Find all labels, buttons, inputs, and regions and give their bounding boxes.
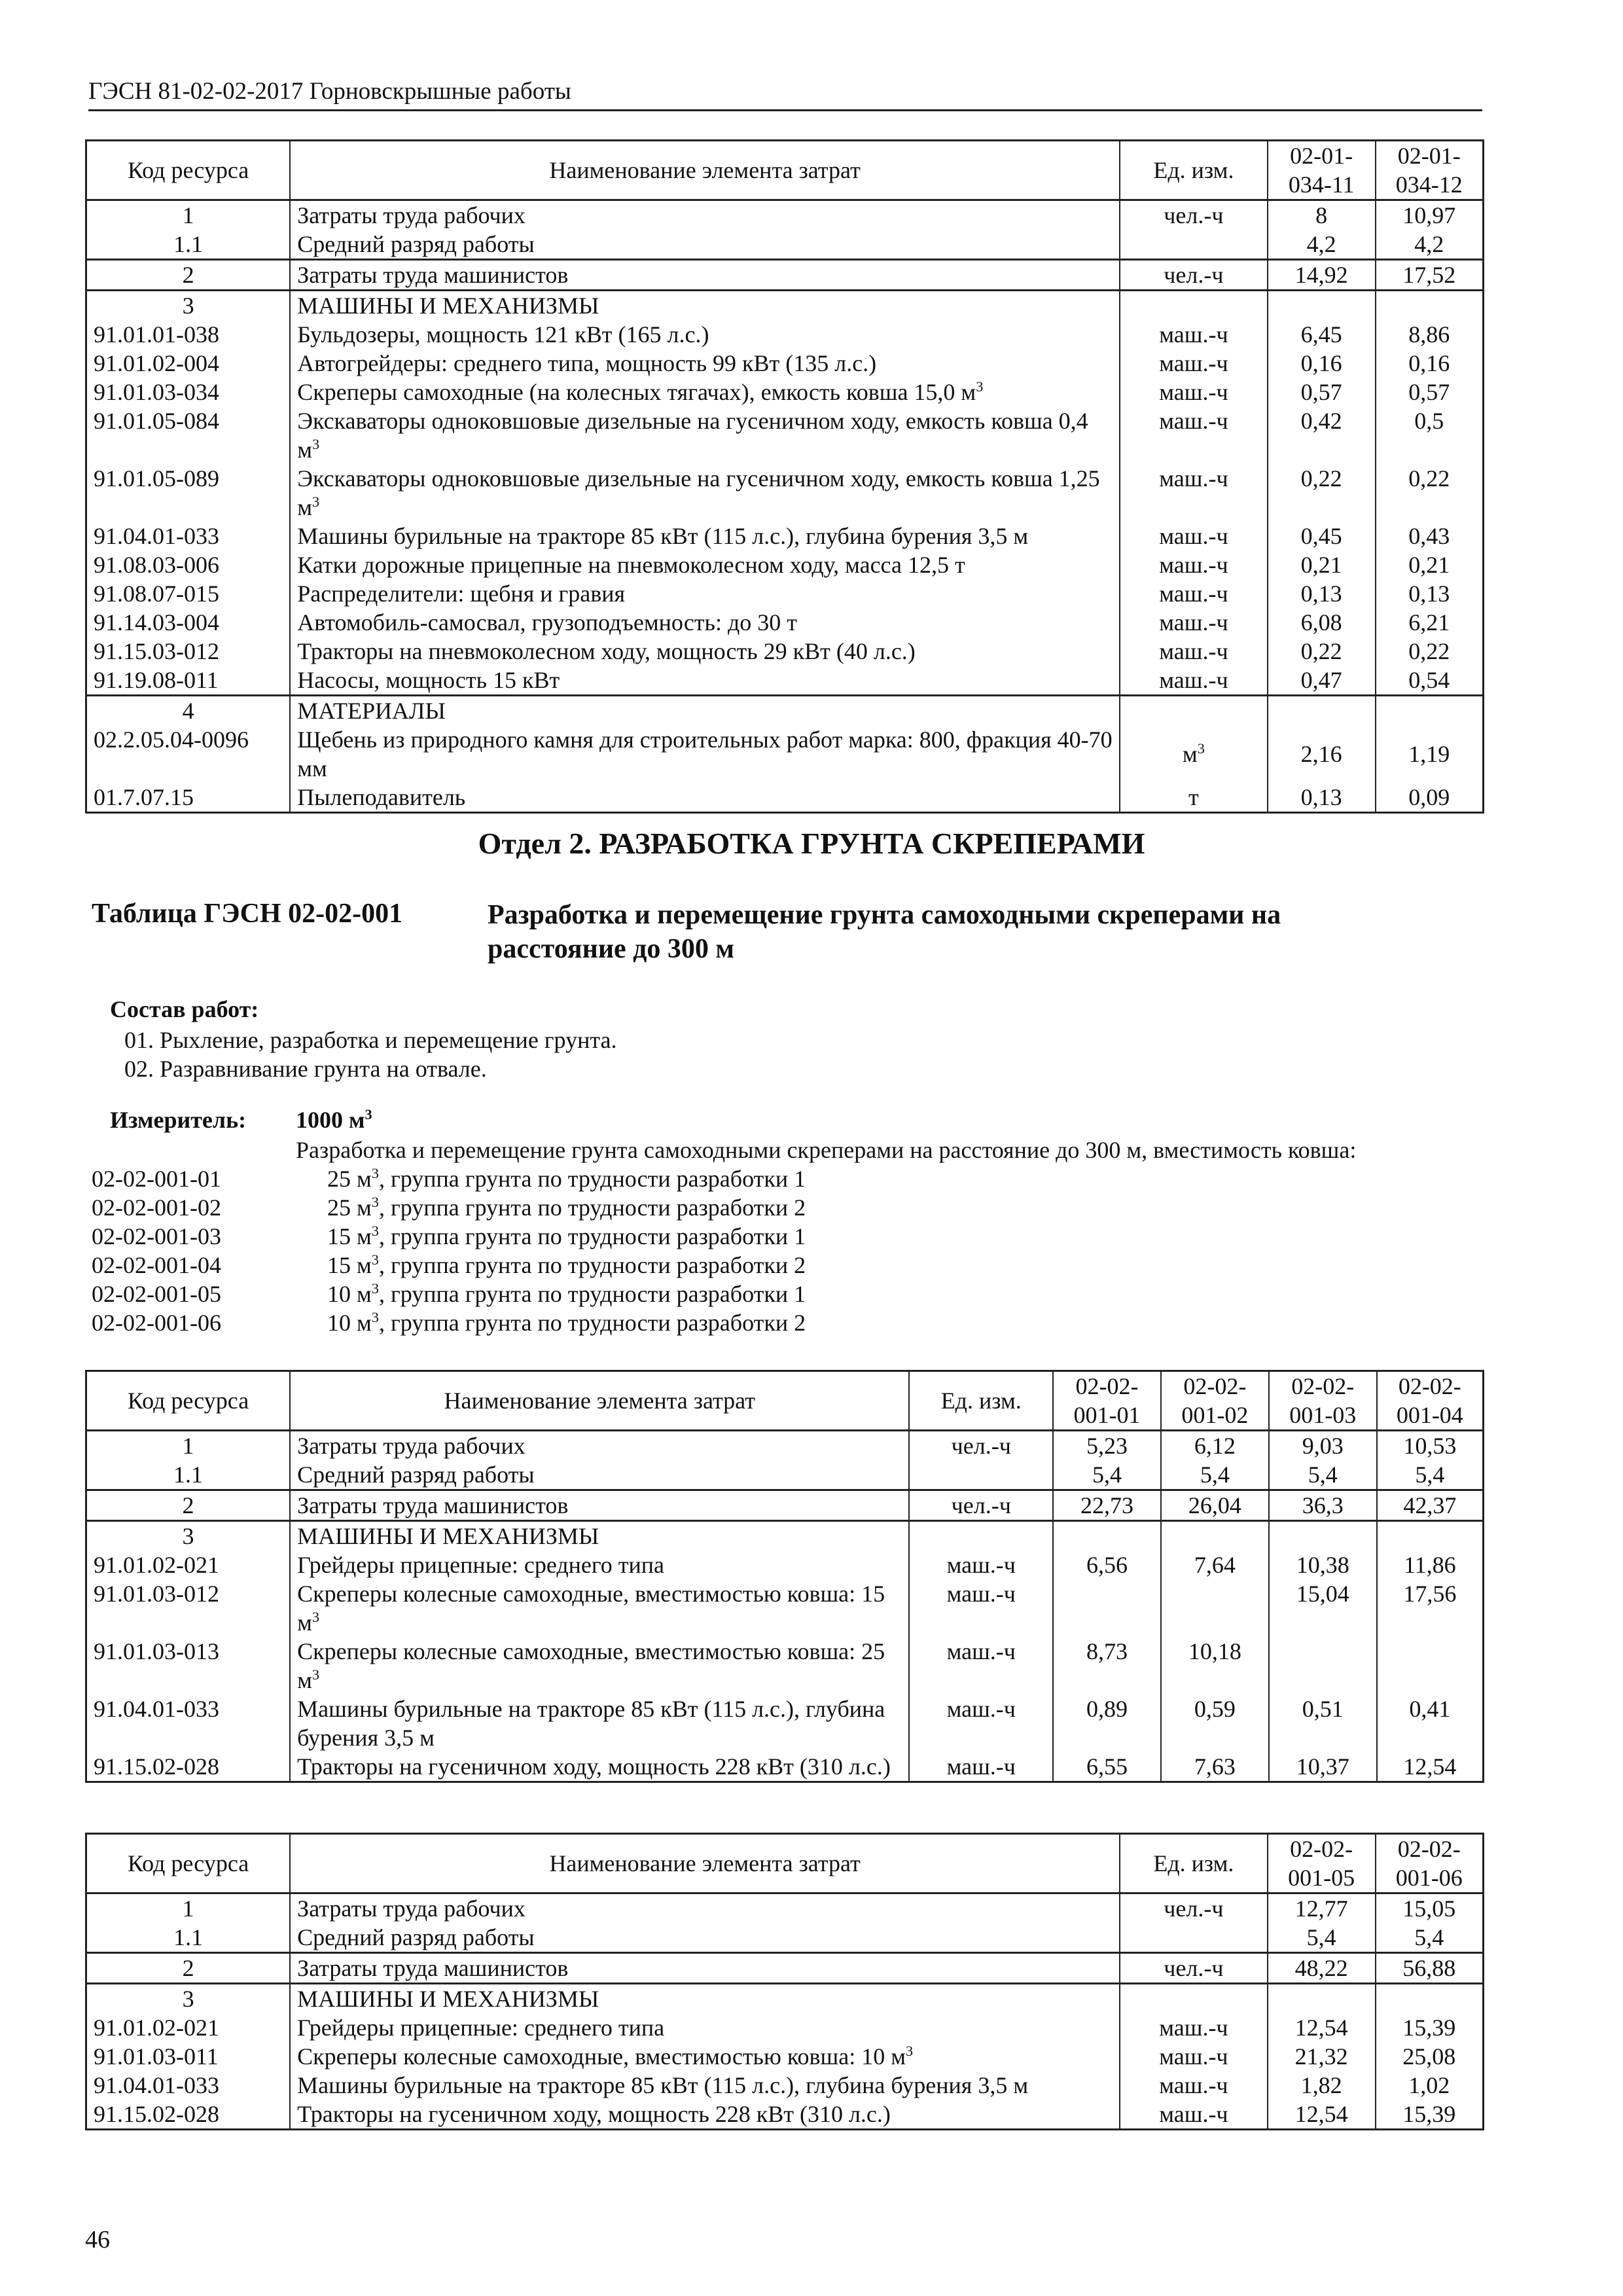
table-row <box>86 725 1484 783</box>
resource-code: 3 <box>86 1984 291 2014</box>
value-cell <box>1268 1984 1376 2014</box>
value-cell: 15,05 <box>1376 1893 1484 1924</box>
table-row <box>86 260 1484 291</box>
value-cell: 6,21 <box>1376 608 1484 637</box>
resource-code: 91.01.05-084 <box>86 406 291 464</box>
value-cell: 0,54 <box>1376 666 1484 696</box>
resource-code: 1.1 <box>86 1923 291 1953</box>
column-header-code: 02-02- 001-03 <box>1269 1371 1377 1431</box>
variant-code: 02-02-001-04 <box>92 1252 221 1278</box>
unit: чел.-ч <box>909 1490 1053 1521</box>
value-cell <box>1376 696 1484 726</box>
column-header: Код ресурса <box>86 1834 291 1893</box>
value-cell: 0,22 <box>1376 637 1484 666</box>
value-cell: 6,55 <box>1053 1752 1161 1782</box>
variant-description: 15 $м^3$, группа грунта по трудности разработки 2 <box>327 1251 806 1278</box>
table-row <box>86 1551 1484 1579</box>
running-header: ГЭСН 81-02-02-2017 Горновскрышные работы <box>88 77 1482 111</box>
resource-code: 91.01.02-021 <box>86 2013 291 2042</box>
value-cell: 1,19 <box>1376 725 1484 783</box>
resource-code: 91.01.03-012 <box>86 1579 291 1637</box>
value-cell <box>1053 1579 1161 1637</box>
work-item: 01. Рыхление, разработка и перемещение грунта. <box>124 1027 617 1053</box>
unit: чел.-ч <box>1120 1953 1268 1984</box>
resource-name: Тракторы на гусеничном ходу, мощность 228 кВт (310 л.с.) <box>290 2100 1120 2130</box>
value-cell: 7,64 <box>1161 1551 1269 1579</box>
value-cell: 0,57 <box>1268 378 1376 406</box>
unit: маш.-ч <box>1120 550 1268 579</box>
value-cell: 1,02 <box>1376 2071 1484 2100</box>
resource-code: 4 <box>86 696 291 726</box>
value-cell <box>1377 1521 1484 1551</box>
meter-value-text: 1000 $м^3$ <box>296 1106 372 1133</box>
resource-code: 3 <box>86 1521 291 1551</box>
value-cell <box>1376 291 1484 321</box>
meter-value <box>296 1106 372 1134</box>
resource-name: Затраты труда рабочих <box>290 1431 909 1461</box>
value-cell: 21,32 <box>1268 2042 1376 2071</box>
page-number: 46 <box>85 2226 110 2253</box>
work-item: 02. Разравнивание грунта на отвале. <box>124 1056 487 1082</box>
value-cell: 56,88 <box>1376 1953 1484 1984</box>
unit: маш.-ч <box>1120 608 1268 637</box>
column-header-code: 02-02- 001-05 <box>1268 1834 1376 1893</box>
resource-code: 91.01.03-013 <box>86 1637 291 1695</box>
column-header-code: 02-01- 034-12 <box>1376 141 1484 200</box>
unit: чел.-ч <box>909 1431 1053 1461</box>
resource-code: 91.01.01-038 <box>86 320 291 349</box>
table-row <box>86 2100 1484 2130</box>
resource-name: Щебень из природного камня для строительных работ марка: 800, фракция 40-70 мм <box>290 725 1120 783</box>
resource-name: Тракторы на гусеничном ходу, мощность 228 кВт (310 л.с.) <box>290 1752 909 1782</box>
value-cell: 0,47 <box>1268 666 1376 696</box>
table-row <box>86 2071 1484 2100</box>
value-cell: 5,4 <box>1268 1923 1376 1953</box>
value-cell: 6,12 <box>1161 1431 1269 1461</box>
value-cell: 10,97 <box>1376 200 1484 230</box>
value-cell: 12,54 <box>1377 1752 1484 1782</box>
table-row <box>86 349 1484 378</box>
resource-name: Затраты труда машинистов <box>290 1490 909 1521</box>
resource-code: 91.01.03-011 <box>86 2042 291 2071</box>
value-cell: 26,04 <box>1161 1490 1269 1521</box>
column-header: Наименование элемента затрат <box>290 1371 909 1431</box>
unit: чел.-ч <box>1120 200 1268 230</box>
unit: маш.-ч <box>1120 2100 1268 2130</box>
resource-code: 3 <box>86 291 291 321</box>
value-cell: 5,4 <box>1269 1460 1377 1490</box>
value-cell: 0,42 <box>1268 406 1376 464</box>
resource-name: Грейдеры прицепные: среднего типа <box>290 1551 909 1579</box>
column-header-code: 02-02- 001-06 <box>1376 1834 1484 1893</box>
table-row <box>86 783 1484 813</box>
unit <box>1120 230 1268 260</box>
table-row <box>86 1521 1484 1551</box>
variant-description: 25 $м^3$, группа грунта по трудности разработки 1 <box>327 1165 806 1192</box>
value-cell: 0,22 <box>1268 637 1376 666</box>
table-header-row <box>86 141 1484 200</box>
meter-description: Разработка и перемещение грунта самоходными скреперами на расстояние до 300 м, вместимость ковша: <box>296 1137 1357 1163</box>
column-header: Ед. изм. <box>1120 141 1268 200</box>
column-header: Ед. изм. <box>909 1371 1053 1431</box>
table-row <box>86 1953 1484 1984</box>
resource-name: Затраты труда рабочих <box>290 1893 1120 1924</box>
column-header-code: 02-01- 034-11 <box>1268 141 1376 200</box>
resource-name: МАШИНЫ И МЕХАНИЗМЫ <box>290 1984 1120 2014</box>
value-cell: 0,16 <box>1376 349 1484 378</box>
resource-name: МАШИНЫ И МЕХАНИЗМЫ <box>290 1521 909 1551</box>
resource-code: 91.15.03-012 <box>86 637 291 666</box>
resource-name: Затраты труда машинистов <box>290 260 1120 291</box>
resource-name: Распределители: щебня и гравия <box>290 579 1120 608</box>
gesn-table-title: Разработка и перемещение грунта самоходными скреперами на расстояние до 300 м <box>488 900 1281 964</box>
value-cell: 1,82 <box>1268 2071 1376 2100</box>
resource-code: 91.01.02-021 <box>86 1551 291 1579</box>
value-cell <box>1269 1637 1377 1695</box>
unit: маш.-ч <box>1120 349 1268 378</box>
table-row <box>86 291 1484 321</box>
unit: т <box>1120 783 1268 813</box>
table-row <box>86 522 1484 550</box>
resource-code: 1.1 <box>86 1460 291 1490</box>
value-cell: 6,08 <box>1268 608 1376 637</box>
resource-name: Средний разряд работы <box>290 1460 909 1490</box>
resource-name: Экскаваторы одноковшовые дизельные на гусеничном ходу, емкость ковша 1,25 $м^3$ <box>290 464 1120 522</box>
value-cell: 5,4 <box>1053 1460 1161 1490</box>
value-cell: 42,37 <box>1377 1490 1484 1521</box>
table-row <box>86 2013 1484 2042</box>
table-row <box>86 1923 1484 1953</box>
resource-table-034 <box>85 139 1484 814</box>
value-cell: 15,39 <box>1376 2013 1484 2042</box>
unit <box>909 1460 1053 1490</box>
table-row <box>86 320 1484 349</box>
unit <box>909 1521 1053 1551</box>
resource-code: 1 <box>86 1431 291 1461</box>
value-cell: 12,54 <box>1268 2100 1376 2130</box>
value-cell: 5,4 <box>1161 1460 1269 1490</box>
resource-code: 2 <box>86 1490 291 1521</box>
value-cell: 5,4 <box>1377 1460 1484 1490</box>
variant-description: 25 $м^3$, группа грунта по трудности разработки 2 <box>327 1194 806 1221</box>
resource-code: 91.01.05-089 <box>86 464 291 522</box>
unit <box>1120 1984 1268 2014</box>
column-header-code: 02-02- 001-02 <box>1161 1371 1269 1431</box>
resource-code: 91.04.01-033 <box>86 522 291 550</box>
resource-name: Автогрейдеры: среднего типа, мощность 99 кВт (135 л.с.) <box>290 349 1120 378</box>
resource-name: Скреперы колесные самоходные, вместимостью ковша: 25 $м^3$ <box>290 1637 909 1695</box>
resource-table-001-a <box>85 1370 1484 1783</box>
value-cell: 10,53 <box>1377 1431 1484 1461</box>
value-cell: 0,22 <box>1268 464 1376 522</box>
resource-code: 2 <box>86 1953 291 1984</box>
column-header: Код ресурса <box>86 141 291 200</box>
table-row <box>86 579 1484 608</box>
value-cell: 0,5 <box>1376 406 1484 464</box>
resource-name: МАТЕРИАЛЫ <box>290 696 1120 726</box>
value-cell: 4,2 <box>1268 230 1376 260</box>
value-cell: 4,2 <box>1376 230 1484 260</box>
resource-code: 91.15.02-028 <box>86 1752 291 1782</box>
resource-name: Автомобиль-самосвал, грузоподъемность: до 30 т <box>290 608 1120 637</box>
work-composition-heading: Состав работ: <box>110 996 259 1022</box>
value-cell: 8,73 <box>1053 1637 1161 1695</box>
resource-name: Средний разряд работы <box>290 230 1120 260</box>
value-cell <box>1377 1637 1484 1695</box>
value-cell <box>1268 696 1376 726</box>
variant-code: 02-02-001-05 <box>92 1281 221 1307</box>
value-cell: 0,09 <box>1376 783 1484 813</box>
unit <box>1120 696 1268 726</box>
value-cell: 8 <box>1268 200 1376 230</box>
value-cell: 6,45 <box>1268 320 1376 349</box>
value-cell: 0,89 <box>1053 1695 1161 1752</box>
unit: маш.-ч <box>909 1695 1053 1752</box>
resource-name: Насосы, мощность 15 кВт <box>290 666 1120 696</box>
resource-name: Грейдеры прицепные: среднего типа <box>290 2013 1120 2042</box>
unit: маш.-ч <box>909 1579 1053 1637</box>
value-cell: 0,57 <box>1376 378 1484 406</box>
value-cell: 48,22 <box>1268 1953 1376 1984</box>
value-cell: 17,52 <box>1376 260 1484 291</box>
value-cell: 9,03 <box>1269 1431 1377 1461</box>
value-cell: 10,37 <box>1269 1752 1377 1782</box>
value-cell: 0,45 <box>1268 522 1376 550</box>
table-row <box>86 230 1484 260</box>
value-cell: 8,86 <box>1376 320 1484 349</box>
table-row <box>86 1893 1484 1924</box>
resource-name: Машины бурильные на тракторе 85 кВт (115 л.с.), глубина бурения 3,5 м <box>290 2071 1120 2100</box>
table-header-row <box>86 1834 1484 1893</box>
table-row <box>86 378 1484 406</box>
unit: $м^3$ <box>1120 725 1268 783</box>
table-row <box>86 666 1484 696</box>
resource-code: 1 <box>86 200 291 230</box>
column-header: Наименование элемента затрат <box>290 1834 1120 1893</box>
unit: чел.-ч <box>1120 1893 1268 1924</box>
variant-description: 10 $м^3$, группа грунта по трудности разработки 1 <box>327 1280 806 1307</box>
table-row <box>86 464 1484 522</box>
resource-name: Бульдозеры, мощность 121 кВт (165 л.с.) <box>290 320 1120 349</box>
resource-name: Затраты труда машинистов <box>290 1953 1120 1984</box>
resource-name: Скреперы колесные самоходные, вместимостью ковша: 10 $м^3$ <box>290 2042 1120 2071</box>
unit: чел.-ч <box>1120 260 1268 291</box>
resource-code: 02.2.05.04-0096 <box>86 725 291 783</box>
resource-table-001-b <box>85 1833 1484 2130</box>
value-cell: 22,73 <box>1053 1490 1161 1521</box>
unit: маш.-ч <box>1120 464 1268 522</box>
variant-code: 02-02-001-06 <box>92 1310 221 1336</box>
resource-code: 91.15.02-028 <box>86 2100 291 2130</box>
value-cell: 0,43 <box>1376 522 1484 550</box>
unit: маш.-ч <box>1120 406 1268 464</box>
value-cell: 0,21 <box>1376 550 1484 579</box>
value-cell: 25,08 <box>1376 2042 1484 2071</box>
unit: маш.-ч <box>1120 637 1268 666</box>
column-header-code: 02-02- 001-04 <box>1377 1371 1484 1431</box>
section-title: Отдел 2. РАЗРАБОТКА ГРУНТА СКРЕПЕРАМИ <box>478 827 1145 860</box>
table-row <box>86 1984 1484 2014</box>
value-cell: 0,51 <box>1269 1695 1377 1752</box>
resource-code: 91.08.07-015 <box>86 579 291 608</box>
value-cell: 0,13 <box>1376 579 1484 608</box>
value-cell: 0,13 <box>1268 783 1376 813</box>
value-cell: 12,54 <box>1268 2013 1376 2042</box>
resource-code: 91.04.01-033 <box>86 1695 291 1752</box>
unit: маш.-ч <box>1120 2071 1268 2100</box>
unit: маш.-ч <box>1120 2042 1268 2071</box>
resource-code: 91.01.03-034 <box>86 378 291 406</box>
table-body <box>86 1893 1484 2130</box>
table-body <box>86 200 1484 813</box>
table-row <box>86 1460 1484 1490</box>
table-row <box>86 200 1484 230</box>
variant-description: 10 $м^3$, группа грунта по трудности разработки 2 <box>327 1309 806 1336</box>
table-row <box>86 608 1484 637</box>
resource-name: Скреперы самоходные (на колесных тягачах), емкость ковша 15,0 $м^3$ <box>290 378 1120 406</box>
value-cell: 12,77 <box>1268 1893 1376 1924</box>
resource-name: Экскаваторы одноковшовые дизельные на гусеничном ходу, емкость ковша 0,4 $м^3$ <box>290 406 1120 464</box>
value-cell: 15,04 <box>1269 1579 1377 1637</box>
resource-code: 91.19.08-011 <box>86 666 291 696</box>
unit: маш.-ч <box>1120 2013 1268 2042</box>
column-header: Наименование элемента затрат <box>290 141 1120 200</box>
value-cell: 0,41 <box>1377 1695 1484 1752</box>
value-cell: 10,18 <box>1161 1637 1269 1695</box>
variant-description: 15 $м^3$, группа грунта по трудности разработки 1 <box>327 1223 806 1249</box>
table-header-row <box>86 1371 1484 1431</box>
table-row <box>86 637 1484 666</box>
resource-code: 91.04.01-033 <box>86 2071 291 2100</box>
table-row <box>86 2042 1484 2071</box>
resource-code: 2 <box>86 260 291 291</box>
value-cell <box>1161 1521 1269 1551</box>
resource-name: Средний разряд работы <box>290 1923 1120 1953</box>
gesn-table-label: Таблица ГЭСН 02-02-001 <box>92 899 403 929</box>
resource-name: Скреперы колесные самоходные, вместимостью ковша: 15 $м^3$ <box>290 1579 909 1637</box>
value-cell <box>1268 291 1376 321</box>
table-row <box>86 1490 1484 1521</box>
unit: маш.-ч <box>1120 320 1268 349</box>
variant-code: 02-02-001-02 <box>92 1194 221 1221</box>
resource-code: 1 <box>86 1893 291 1924</box>
value-cell: 15,39 <box>1376 2100 1484 2130</box>
resource-code: 1.1 <box>86 230 291 260</box>
value-cell: 0,13 <box>1268 579 1376 608</box>
resource-code: 91.01.02-004 <box>86 349 291 378</box>
value-cell: 0,59 <box>1161 1695 1269 1752</box>
unit <box>1120 291 1268 321</box>
unit: маш.-ч <box>909 1637 1053 1695</box>
value-cell: 5,4 <box>1376 1923 1484 1953</box>
resource-name: Машины бурильные на тракторе 85 кВт (115 л.с.), глубина бурения 3,5 м <box>290 522 1120 550</box>
unit: маш.-ч <box>1120 522 1268 550</box>
table-row <box>86 1695 1484 1752</box>
value-cell: 36,3 <box>1269 1490 1377 1521</box>
column-header-code: 02-02- 001-01 <box>1053 1371 1161 1431</box>
table-body <box>86 1431 1484 1782</box>
unit: маш.-ч <box>1120 378 1268 406</box>
resource-name: МАШИНЫ И МЕХАНИЗМЫ <box>290 291 1120 321</box>
unit: маш.-ч <box>1120 579 1268 608</box>
resource-name: Катки дорожные прицепные на пневмоколесном ходу, масса 12,5 т <box>290 550 1120 579</box>
unit: маш.-ч <box>1120 666 1268 696</box>
meter-label: Измеритель: <box>110 1107 247 1133</box>
resource-code: 01.7.07.15 <box>86 783 291 813</box>
column-header: Ед. изм. <box>1120 1834 1268 1893</box>
table-row <box>86 1431 1484 1461</box>
value-cell <box>1269 1521 1377 1551</box>
variant-code: 02-02-001-01 <box>92 1166 221 1192</box>
column-header: Код ресурса <box>86 1371 291 1431</box>
table-row <box>86 1579 1484 1637</box>
resource-name: Машины бурильные на тракторе 85 кВт (115 л.с.), глубина бурения 3,5 м <box>290 1695 909 1752</box>
value-cell: 7,63 <box>1161 1752 1269 1782</box>
resource-code: 91.14.03-004 <box>86 608 291 637</box>
value-cell: 0,22 <box>1376 464 1484 522</box>
table-row <box>86 1752 1484 1782</box>
unit <box>1120 1923 1268 1953</box>
variant-code: 02-02-001-03 <box>92 1223 221 1249</box>
value-cell: 6,56 <box>1053 1551 1161 1579</box>
value-cell: 5,23 <box>1053 1431 1161 1461</box>
resource-code: 91.08.03-006 <box>86 550 291 579</box>
table-row <box>86 550 1484 579</box>
value-cell: 2,16 <box>1268 725 1376 783</box>
resource-name: Затраты труда рабочих <box>290 200 1120 230</box>
value-cell: 17,56 <box>1377 1579 1484 1637</box>
value-cell <box>1376 1984 1484 2014</box>
table-row <box>86 406 1484 464</box>
table-row <box>86 1637 1484 1695</box>
value-cell <box>1053 1521 1161 1551</box>
value-cell: 11,86 <box>1377 1551 1484 1579</box>
value-cell: 0,16 <box>1268 349 1376 378</box>
unit: маш.-ч <box>909 1551 1053 1579</box>
resource-name: Пылеподавитель <box>290 783 1120 813</box>
unit: маш.-ч <box>909 1752 1053 1782</box>
value-cell: 14,92 <box>1268 260 1376 291</box>
resource-name: Тракторы на пневмоколесном ходу, мощность 29 кВт (40 л.с.) <box>290 637 1120 666</box>
table-row <box>86 696 1484 726</box>
value-cell: 0,21 <box>1268 550 1376 579</box>
value-cell: 10,38 <box>1269 1551 1377 1579</box>
value-cell <box>1161 1579 1269 1637</box>
